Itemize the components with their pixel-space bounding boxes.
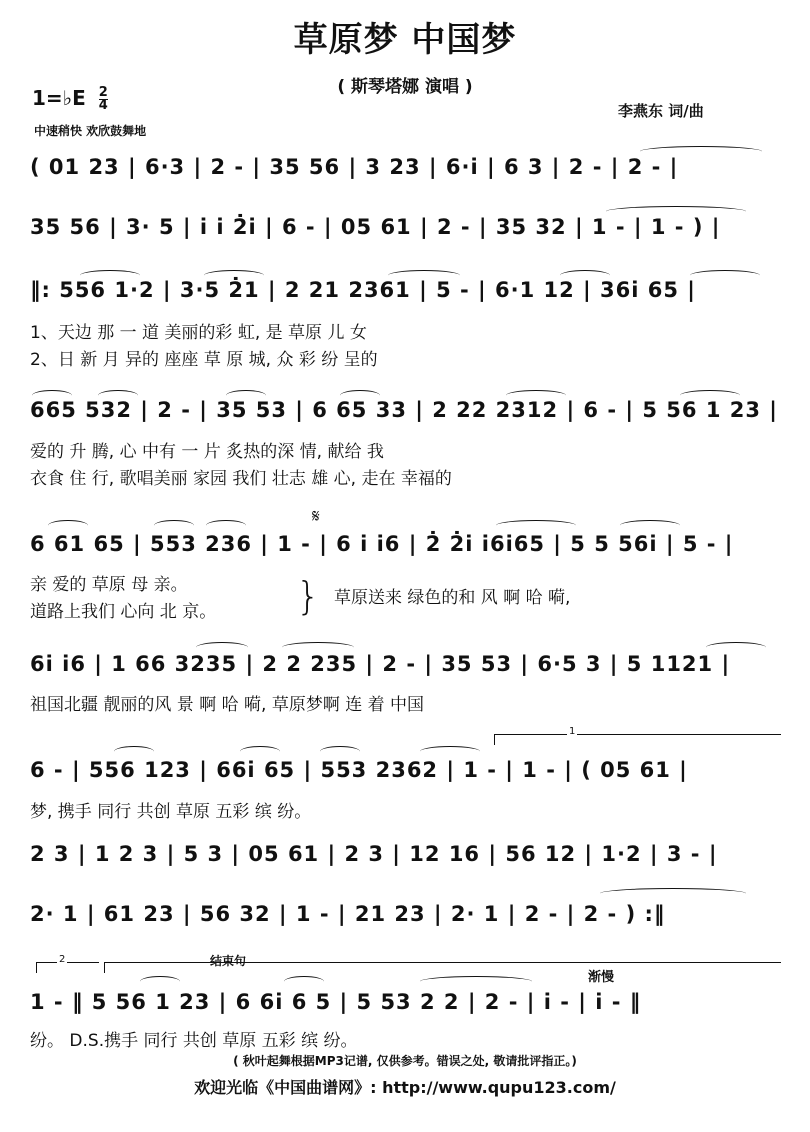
slur-arc bbox=[320, 746, 360, 757]
performer-subtitle: ( 斯琴塔娜 演唱 ) bbox=[337, 77, 473, 97]
key-signature bbox=[32, 86, 108, 112]
song-title: 草原梦 中国梦 bbox=[293, 20, 517, 60]
score-line-10: 1 - ‖ 5 56 1 23 | 6 6i 6 5 | 5 53 2 2 | 2 - | i - | i - ‖ bbox=[30, 990, 642, 1014]
time-bottom: 4 bbox=[98, 98, 108, 113]
slur-arc bbox=[420, 746, 480, 757]
ending-label: 结束句 bbox=[210, 954, 247, 968]
slur-arc bbox=[240, 746, 280, 757]
transcription-note: ( 秋叶起舞根据MP3记谱, 仅供参考。错误之处, 敬请批评指正。) bbox=[233, 1054, 577, 1068]
tie-arc bbox=[600, 888, 746, 899]
lyric-line-3-verse-2: 2、日 新 月 异的 座座 草 原 城, 众 彩 纷 呈的 bbox=[30, 350, 378, 370]
slur-arc bbox=[690, 270, 760, 281]
slur-arc bbox=[154, 520, 194, 531]
volta-number: 1 bbox=[569, 726, 576, 737]
coda-bracket bbox=[104, 962, 781, 973]
lyric-line-3-verse-1: 1、天边 那 一 道 美丽的彩 虹, 是 草原 儿 女 bbox=[30, 323, 367, 343]
refrain-lyric: 草原送来 绿色的和 风 啊 哈 嗬, bbox=[334, 588, 571, 608]
slur-arc bbox=[140, 976, 180, 987]
score-line-1: ( 01 23 | 6·3 | 2 - | 35 56 | 3 23 | 6·i | 6 3 | 2 - | 2 - | bbox=[30, 155, 679, 179]
lyric-line-4-verse-1: 爱的 升 腾, 心 中有 一 片 炙热的深 情, 献给 我 bbox=[30, 442, 384, 462]
tempo-marking: 中速稍快 欢欣鼓舞地 bbox=[34, 124, 147, 138]
website-credit: 欢迎光临《中国曲谱网》: http://www.qupu123.com/ bbox=[194, 1078, 616, 1097]
score-line-4: 665 532 | 2 - | 35 53 | 6 65 33 | 2 22 2312 | 6 - | 5 56 1 23 | bbox=[30, 398, 778, 422]
volta-number: 2 bbox=[59, 954, 66, 965]
slur-arc bbox=[206, 520, 246, 531]
time-signature bbox=[99, 87, 108, 112]
lyric-line-4-verse-2: 衣食 住 行, 歌唱美丽 家园 我们 壮志 雄 心, 走在 幸福的 bbox=[30, 469, 452, 489]
slur-arc bbox=[48, 520, 88, 531]
score-line-5: 6 61 65 | 553 236 | 1 - | 6 i i6 | 2̇ 2̇i i6i65 | 5 5 56i | 5 - | bbox=[30, 532, 734, 556]
author-credit: 李燕东 词/曲 bbox=[618, 102, 704, 120]
score-line-9: 2· 1 | 61 23 | 56 32 | 1 - | 21 23 | 2· 1 | 2 - | 2 - ) :‖ bbox=[30, 902, 666, 926]
score-line-7: 6 - | 556 123 | 66i 65 | 553 2362 | 1 - | 1 - | ( 05 61 | bbox=[30, 758, 688, 782]
lyric-line-7: 梦, 携手 同行 共创 草原 五彩 缤 纷。 bbox=[30, 802, 312, 822]
segno-sign: 𝄋 bbox=[312, 506, 320, 527]
score-line-3: ‖: 556 1·2 | 3·5 2̇1 | 2 21 2361 | 5 - | 6·1 12 | 36i 65 | bbox=[30, 278, 696, 302]
slur-arc bbox=[620, 520, 680, 531]
score-line-8: 2 3 | 1 2 3 | 5 3 | 05 61 | 2 3 | 12 16 | 56 12 | 1·2 | 3 - | bbox=[30, 842, 718, 866]
slur-arc bbox=[284, 976, 324, 987]
volta-bracket-2 bbox=[36, 954, 99, 973]
lyric-line-6: 祖国北疆 靓丽的风 景 啊 哈 嗬, 草原梦啊 连 着 中国 bbox=[30, 695, 425, 715]
tie-arc bbox=[420, 976, 532, 987]
key-label: 1=♭E bbox=[32, 86, 86, 110]
score-line-2: 35 56 | 3· 5 | i i 2̇i | 6 - | 05 61 | 2 - | 35 32 | 1 - | 1 - ) | bbox=[30, 215, 721, 239]
lyric-line-5-verse-2: 道路上我们 心向 北 京。 bbox=[30, 602, 217, 622]
ritardando-label: 渐慢 bbox=[588, 970, 615, 985]
time-top: 2 bbox=[98, 85, 108, 100]
slur-arc bbox=[114, 746, 154, 757]
volta-bracket-1 bbox=[494, 726, 781, 745]
lyric-line-10: 纷。 D.S.携手 同行 共创 草原 五彩 缤 纷。 bbox=[30, 1031, 358, 1051]
score-line-6: 6i i6 | 1 66 3235 | 2 2 235 | 2 - | 35 53 | 6·5 3 | 5 1121 | bbox=[30, 652, 731, 676]
lyric-line-5-verse-1: 亲 爱的 草原 母 亲。 bbox=[30, 575, 188, 595]
verse-brace: } bbox=[296, 574, 321, 618]
slur-arc bbox=[496, 520, 576, 531]
